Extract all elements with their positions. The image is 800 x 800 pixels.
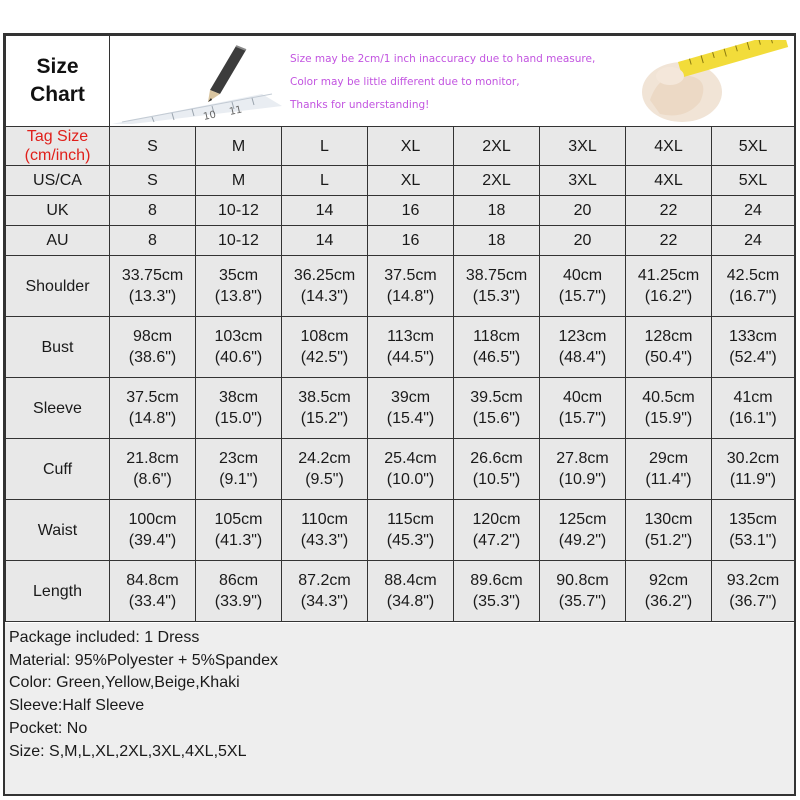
inch-value: (33.9") bbox=[214, 593, 263, 610]
table-cell: 16 bbox=[368, 226, 454, 256]
table-cell bbox=[540, 317, 626, 378]
note-line: Size may be 2cm/1 inch inaccuracy due to hand measure, bbox=[290, 53, 596, 65]
cm-value: 35cm bbox=[218, 267, 259, 284]
table-cell bbox=[540, 500, 626, 561]
info-line: Size: S,M,L,XL,2XL,3XL,4XL,5XL bbox=[9, 742, 247, 760]
inch-value: (43.3") bbox=[300, 532, 349, 549]
cm-value: 120cm bbox=[472, 511, 521, 528]
inch-value: (36.2") bbox=[644, 593, 693, 610]
note-line: Thanks for understanding! bbox=[290, 99, 430, 111]
cm-value: 38cm bbox=[218, 389, 259, 406]
table-cell bbox=[712, 439, 795, 500]
banner bbox=[110, 36, 794, 126]
cm-value: 123cm bbox=[558, 328, 607, 345]
inch-value: (51.2") bbox=[644, 532, 693, 549]
table-row bbox=[6, 226, 795, 256]
table-cell bbox=[626, 317, 712, 378]
table-cell bbox=[196, 561, 282, 622]
table-cell: 10-12 bbox=[196, 226, 282, 256]
cm-value: 23cm bbox=[218, 450, 259, 467]
inch-value: (48.4") bbox=[558, 349, 607, 366]
table-cell: 5XL bbox=[712, 166, 795, 196]
table-cell: 14 bbox=[282, 226, 368, 256]
row-label: UK bbox=[6, 196, 110, 226]
table-cell bbox=[454, 561, 540, 622]
table-cell bbox=[110, 500, 196, 561]
table-cell bbox=[712, 561, 795, 622]
cm-value: 88.4cm bbox=[384, 572, 437, 589]
measuring-tape-illustration bbox=[630, 40, 790, 124]
tag-size-unit-line: (cm/inch) bbox=[24, 147, 91, 164]
cm-value: 38.75cm bbox=[465, 267, 528, 284]
table-cell bbox=[454, 256, 540, 317]
table-cell bbox=[626, 256, 712, 317]
cm-value: 110cm bbox=[301, 511, 348, 528]
cm-value: 113cm bbox=[387, 328, 434, 345]
inch-value: (9.5") bbox=[305, 471, 344, 488]
table-row bbox=[6, 500, 795, 561]
table-cell bbox=[110, 561, 196, 622]
table-cell: 20 bbox=[540, 196, 626, 226]
inch-value: (46.5") bbox=[472, 349, 521, 366]
table-cell bbox=[110, 256, 196, 317]
tag-size-label bbox=[6, 127, 110, 166]
inch-value: (15.7") bbox=[558, 288, 607, 305]
inch-value: (16.2") bbox=[644, 288, 693, 305]
inch-value: (13.8") bbox=[214, 288, 263, 305]
banner-cell bbox=[110, 36, 795, 127]
inch-value: (15.0") bbox=[214, 410, 263, 427]
size-table bbox=[5, 35, 795, 622]
inch-value: (15.2") bbox=[300, 410, 349, 427]
inch-value: (13.3") bbox=[128, 288, 177, 305]
info-line: Package included: 1 Dress bbox=[9, 629, 200, 646]
inch-value: (35.3") bbox=[472, 593, 521, 610]
table-row bbox=[6, 561, 795, 622]
table-cell bbox=[712, 500, 795, 561]
tag-size-label-line: Tag Size bbox=[26, 128, 89, 145]
table-cell bbox=[282, 317, 368, 378]
cm-value: 93.2cm bbox=[726, 572, 780, 589]
inch-value: (40.6") bbox=[214, 349, 263, 366]
inch-value: (15.9") bbox=[644, 410, 693, 427]
inch-value: (16.1") bbox=[729, 410, 777, 427]
cm-value: 40cm bbox=[562, 389, 603, 406]
table-cell: 8 bbox=[110, 196, 196, 226]
info-line: Sleeve:Half Sleeve bbox=[9, 697, 145, 715]
table-cell bbox=[196, 378, 282, 439]
table-cell bbox=[626, 561, 712, 622]
table-cell bbox=[196, 500, 282, 561]
inch-value: (11.4") bbox=[645, 471, 692, 488]
page-title: Size Chart bbox=[30, 55, 85, 106]
table-cell: 16 bbox=[368, 196, 454, 226]
table-cell: 22 bbox=[626, 196, 712, 226]
cm-value: 115cm bbox=[387, 511, 434, 528]
inch-value: (16.7") bbox=[729, 288, 777, 305]
cm-value: 36.25cm bbox=[293, 267, 356, 284]
inch-value: (8.6") bbox=[133, 471, 172, 488]
cm-value: 125cm bbox=[558, 511, 607, 528]
cm-value: 130cm bbox=[644, 511, 693, 528]
table-cell bbox=[540, 561, 626, 622]
cm-value: 42.5cm bbox=[726, 267, 780, 284]
inch-value: (52.4") bbox=[729, 349, 777, 366]
table-cell bbox=[454, 500, 540, 561]
table-row bbox=[6, 317, 795, 378]
info-line: Material: 95%Polyester + 5%Spandex bbox=[9, 651, 279, 669]
cm-value: 37.5cm bbox=[384, 267, 437, 284]
table-cell bbox=[712, 256, 795, 317]
table-cell bbox=[282, 561, 368, 622]
size-header-m: M bbox=[196, 127, 282, 166]
inch-value: (15.6") bbox=[472, 410, 521, 427]
cm-value: 29cm bbox=[648, 450, 689, 467]
banner-notes bbox=[290, 48, 595, 117]
ruler-pencil-illustration bbox=[112, 36, 282, 124]
cm-value: 27.8cm bbox=[556, 450, 609, 467]
inch-value: (10.9") bbox=[558, 471, 607, 488]
inch-value: (35.7") bbox=[558, 593, 607, 610]
inch-value: (50.4") bbox=[644, 349, 693, 366]
cm-value: 21.8cm bbox=[126, 450, 179, 467]
inch-value: (15.7") bbox=[558, 410, 607, 427]
product-info bbox=[5, 623, 794, 794]
table-cell: 24 bbox=[712, 196, 795, 226]
row-label: Waist bbox=[6, 500, 110, 561]
size-header-4xl: 4XL bbox=[626, 127, 712, 166]
size-header-2xl: 2XL bbox=[454, 127, 540, 166]
table-cell bbox=[540, 378, 626, 439]
size-header-s: S bbox=[110, 127, 196, 166]
table-cell bbox=[282, 256, 368, 317]
cm-value: 25.4cm bbox=[384, 450, 437, 467]
size-chart bbox=[3, 33, 796, 796]
cm-value: 100cm bbox=[128, 511, 177, 528]
size-header-xl: XL bbox=[368, 127, 454, 166]
table-row bbox=[6, 196, 795, 226]
table-cell bbox=[368, 500, 454, 561]
table-cell bbox=[626, 439, 712, 500]
table-cell bbox=[110, 378, 196, 439]
table-cell bbox=[282, 500, 368, 561]
inch-value: (39.4") bbox=[128, 532, 177, 549]
table-cell bbox=[368, 378, 454, 439]
inch-value: (34.8") bbox=[386, 593, 435, 610]
table-cell bbox=[368, 439, 454, 500]
inch-value: (10.0") bbox=[386, 471, 435, 488]
table-cell: L bbox=[282, 166, 368, 196]
table-cell bbox=[196, 256, 282, 317]
table-cell bbox=[196, 439, 282, 500]
table-cell bbox=[626, 500, 712, 561]
table-cell bbox=[110, 317, 196, 378]
inch-value: (42.5") bbox=[300, 349, 349, 366]
table-cell bbox=[368, 256, 454, 317]
table-cell: 2XL bbox=[454, 166, 540, 196]
cm-value: 90.8cm bbox=[556, 572, 609, 589]
cm-value: 84.8cm bbox=[126, 572, 179, 589]
table-cell: 3XL bbox=[540, 166, 626, 196]
table-cell: 22 bbox=[626, 226, 712, 256]
cm-value: 26.6cm bbox=[470, 450, 523, 467]
row-label: Length bbox=[6, 561, 110, 622]
table-row bbox=[6, 166, 795, 196]
inch-value: (53.1") bbox=[729, 532, 777, 549]
ruler-number-10: 10 bbox=[202, 109, 218, 123]
inch-value: (15.4") bbox=[386, 410, 435, 427]
cm-value: 105cm bbox=[214, 511, 263, 528]
inch-value: (15.3") bbox=[472, 288, 521, 305]
cm-value: 40cm bbox=[562, 267, 603, 284]
inch-value: (14.8") bbox=[386, 288, 435, 305]
table-cell bbox=[454, 317, 540, 378]
cm-value: 135cm bbox=[728, 511, 778, 528]
table-cell: 10-12 bbox=[196, 196, 282, 226]
inch-value: (44.5") bbox=[386, 349, 435, 366]
cm-value: 87.2cm bbox=[298, 572, 351, 589]
table-cell bbox=[540, 439, 626, 500]
inch-value: (9.1") bbox=[219, 471, 258, 488]
cm-value: 33.75cm bbox=[121, 267, 184, 284]
cm-value: 92cm bbox=[648, 572, 689, 589]
cm-value: 40.5cm bbox=[642, 389, 695, 406]
table-cell bbox=[454, 439, 540, 500]
table-cell bbox=[368, 561, 454, 622]
table-cell: M bbox=[196, 166, 282, 196]
cm-value: 98cm bbox=[132, 328, 173, 345]
table-cell bbox=[712, 378, 795, 439]
row-label: Cuff bbox=[6, 439, 110, 500]
cm-value: 86cm bbox=[218, 572, 259, 589]
inch-value: (38.6") bbox=[128, 349, 177, 366]
table-cell bbox=[626, 378, 712, 439]
cm-value: 39cm bbox=[390, 389, 431, 406]
row-label: Sleeve bbox=[6, 378, 110, 439]
table-cell bbox=[282, 378, 368, 439]
table-cell: S bbox=[110, 166, 196, 196]
table-cell: 4XL bbox=[626, 166, 712, 196]
row-label: Shoulder bbox=[6, 256, 110, 317]
table-cell bbox=[540, 256, 626, 317]
table-cell: 18 bbox=[454, 226, 540, 256]
table-cell: 18 bbox=[454, 196, 540, 226]
cm-value: 103cm bbox=[214, 328, 263, 345]
cm-value: 37.5cm bbox=[126, 389, 179, 406]
table-row bbox=[6, 439, 795, 500]
table-cell bbox=[196, 317, 282, 378]
inch-value: (14.8") bbox=[128, 410, 177, 427]
table-cell: 24 bbox=[712, 226, 795, 256]
inch-value: (36.7") bbox=[729, 593, 777, 610]
inch-value: (47.2") bbox=[472, 532, 521, 549]
table-cell bbox=[110, 439, 196, 500]
cm-value: 41.25cm bbox=[637, 267, 700, 284]
table-row bbox=[6, 378, 795, 439]
row-label: Bust bbox=[6, 317, 110, 378]
table-cell bbox=[454, 378, 540, 439]
cm-value: 108cm bbox=[300, 328, 349, 345]
cm-value: 38.5cm bbox=[298, 389, 351, 406]
inch-value: (33.4") bbox=[128, 593, 177, 610]
table-cell bbox=[282, 439, 368, 500]
size-header-l: L bbox=[282, 127, 368, 166]
cm-value: 41cm bbox=[733, 389, 773, 406]
inch-value: (45.3") bbox=[386, 532, 435, 549]
inch-value: (41.3") bbox=[214, 532, 263, 549]
size-header-3xl: 3XL bbox=[540, 127, 626, 166]
table-cell bbox=[368, 317, 454, 378]
cm-value: 39.5cm bbox=[470, 389, 523, 406]
table-cell: 8 bbox=[110, 226, 196, 256]
cm-value: 24.2cm bbox=[298, 450, 351, 467]
info-line: Color: Green,Yellow,Beige,Khaki bbox=[9, 674, 240, 692]
note-line: Color may be little different due to monitor, bbox=[290, 76, 520, 88]
table-cell: 20 bbox=[540, 226, 626, 256]
inch-value: (11.9") bbox=[729, 471, 777, 488]
inch-value: (14.3") bbox=[300, 288, 349, 305]
table-cell bbox=[712, 317, 795, 378]
cm-value: 89.6cm bbox=[470, 572, 523, 589]
ruler-number-11: 11 bbox=[228, 104, 244, 118]
size-header-5xl: 5XL bbox=[712, 127, 795, 166]
cm-value: 133cm bbox=[728, 328, 778, 345]
title-cell bbox=[6, 36, 110, 127]
cm-value: 118cm bbox=[473, 328, 520, 345]
cm-value: 30.2cm bbox=[726, 450, 780, 467]
inch-value: (10.5") bbox=[472, 471, 521, 488]
row-label: AU bbox=[6, 226, 110, 256]
inch-value: (49.2") bbox=[558, 532, 607, 549]
row-label: US/CA bbox=[6, 166, 110, 196]
info-line: Pocket: No bbox=[9, 719, 88, 737]
table-cell: XL bbox=[368, 166, 454, 196]
table-cell: 14 bbox=[282, 196, 368, 226]
table-row bbox=[6, 256, 795, 317]
inch-value: (34.3") bbox=[300, 593, 349, 610]
cm-value: 128cm bbox=[644, 328, 693, 345]
